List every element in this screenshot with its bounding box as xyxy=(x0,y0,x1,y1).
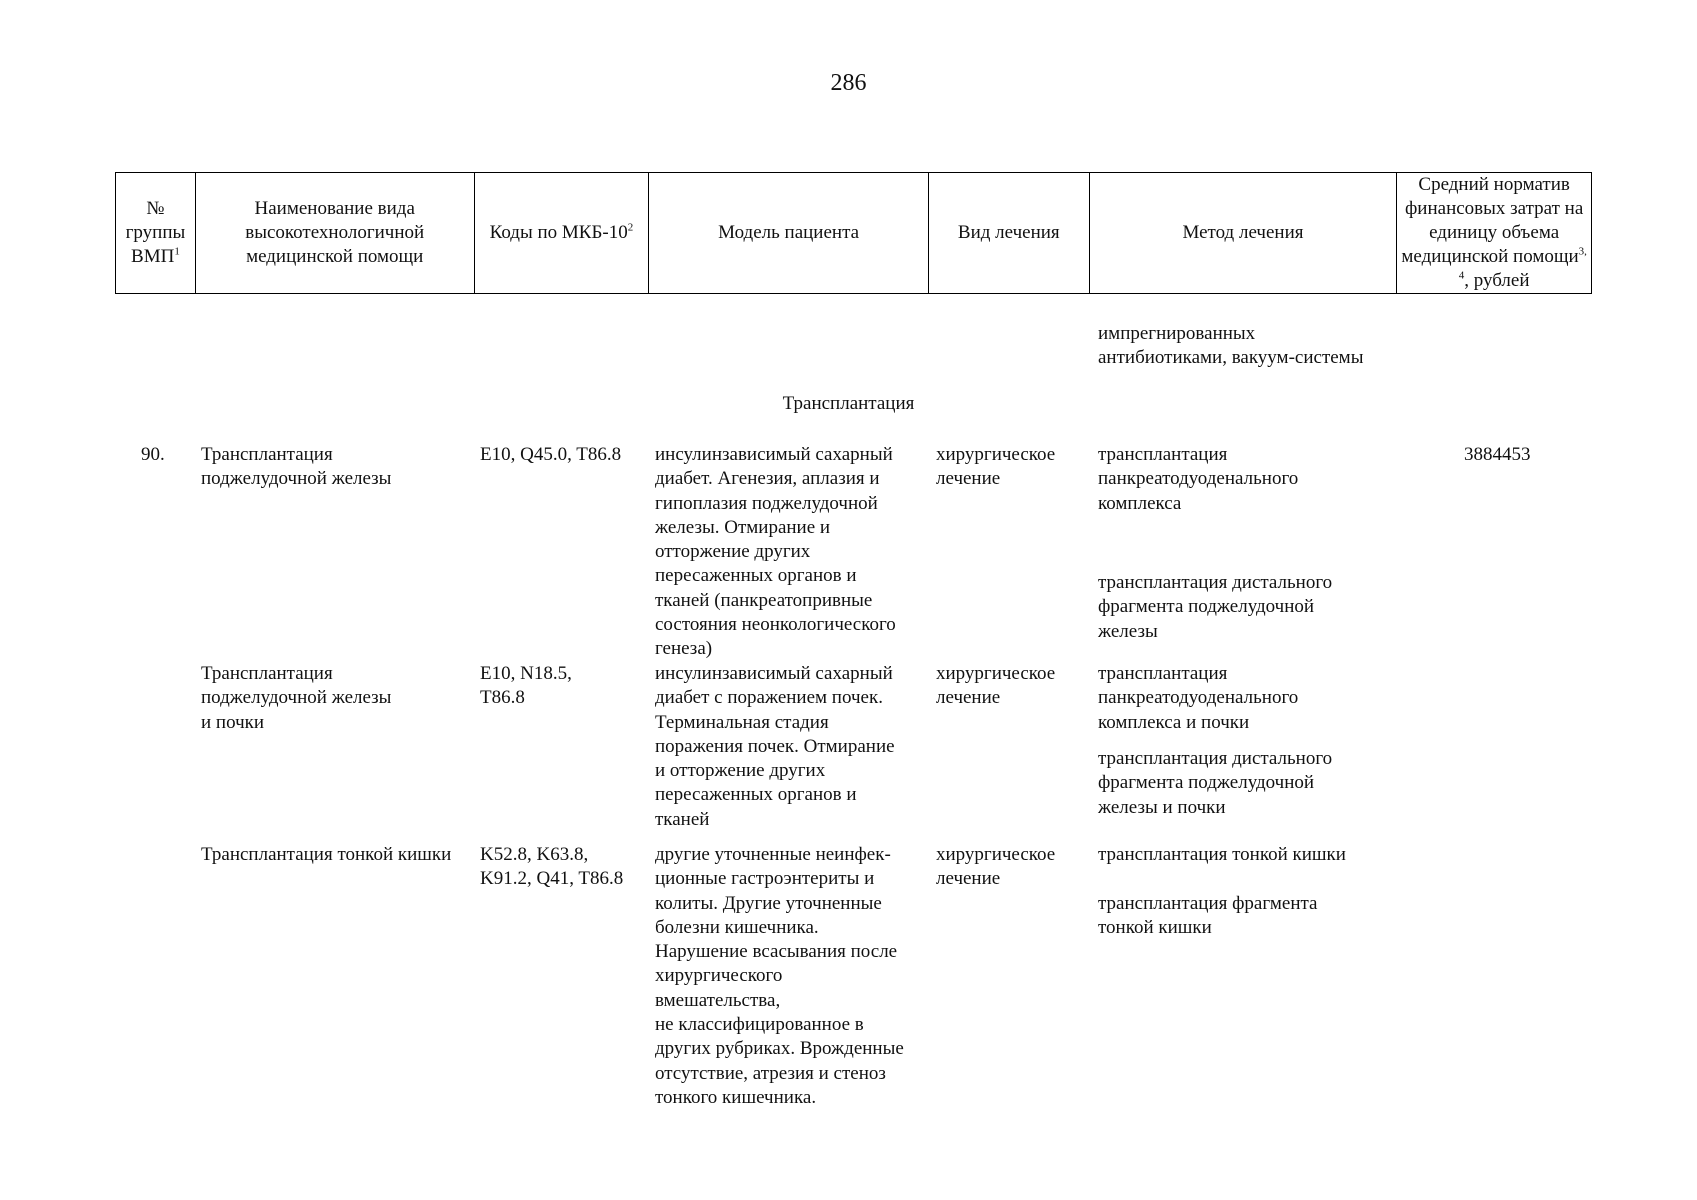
header-col1-line1: № xyxy=(146,198,165,219)
header-treatment-method xyxy=(1090,173,1398,293)
row-icd-codes: K52.8, K63.8, K91.2, Q41, T86.8 xyxy=(480,844,624,890)
header-col7-text: Средний норматив финансовых затрат на единицу объема медицинской помощи xyxy=(1401,174,1584,267)
header-col6-text: Метод лечения xyxy=(1182,222,1304,243)
header-group-number xyxy=(116,173,196,293)
header-col7-tail: , рублей xyxy=(1464,270,1530,291)
row-method-1: трансплантация панкреатодуоденального комплекса и почки xyxy=(1098,663,1299,733)
header-treatment-type xyxy=(929,173,1090,293)
row-cost: 3884453 xyxy=(1464,444,1531,465)
page-number: 286 xyxy=(830,70,867,96)
row-treatment-type: хирургическое лечение xyxy=(936,444,1056,490)
header-cost-standard xyxy=(1397,173,1591,293)
row-care-name: Трансплантация поджелудочной железы xyxy=(201,444,392,490)
header-col3-footnote: 2 xyxy=(627,221,634,234)
header-col2-text: Наименование вида высокотехнологичной медицинской помощи xyxy=(245,198,425,267)
row-method-1: трансплантация тонкой кишки xyxy=(1098,844,1346,865)
row-icd-codes: E10, N18.5, T86.8 xyxy=(480,663,572,709)
row-method-2: трансплантация дистального фрагмента поджелудочной железы xyxy=(1098,572,1333,642)
table-header xyxy=(115,172,1592,294)
row-patient-model: инсулинзависимый сахарный диабет. Агенезия, аплазия и гипоплазия поджелудочной железы. Отмирание и отторжение других пересаженных органов и тканей (панкреатопривные состояния неонкологического генеза) xyxy=(655,444,896,660)
header-col1-footnote: 1 xyxy=(174,245,180,258)
header-col1-line2: группы xyxy=(125,222,186,243)
header-col4-text: Модель пациента xyxy=(718,222,860,243)
header-icd-codes xyxy=(475,173,650,293)
row-patient-model: инсулинзависимый сахарный диабет с поражением почек. Терминальная стадия поражения почек. Отмирание и отторжение других пересаженных органов и тканей xyxy=(655,663,895,830)
row-method-2: трансплантация фрагмента тонкой кишки xyxy=(1098,893,1318,939)
header-col3-text: Коды по МКБ-10 xyxy=(489,222,628,243)
row-care-name: Трансплантация тонкой кишки xyxy=(201,844,452,865)
section-title: Трансплантация xyxy=(782,393,915,414)
row-patient-model: другие уточненные неинфек- ционные гастроэнтериты и колиты. Другие уточненные болезни кишечника. Нарушение всасывания после хирургического вмешательства, не классифицированное в других рубриках. Врожденные отсутствие, атрезия и стеноз тонкого кишечника. xyxy=(655,844,904,1108)
header-patient-model xyxy=(649,173,929,293)
row-method-2: трансплантация дистального фрагмента поджелудочной железы и почки xyxy=(1098,748,1333,818)
header-care-name xyxy=(196,173,475,293)
row-number: 90. xyxy=(141,444,165,465)
row-method-1: трансплантация панкреатодуоденального комплекса xyxy=(1098,444,1299,514)
row-treatment-type: хирургическое лечение xyxy=(936,844,1056,890)
row-care-name: Трансплантация поджелудочной железы и почки xyxy=(201,663,392,733)
header-col7-footnote: 3, 4 xyxy=(1458,245,1587,282)
row-treatment-type: хирургическое лечение xyxy=(936,663,1056,709)
row-icd-codes: E10, Q45.0, T86.8 xyxy=(480,444,622,465)
header-col5-text: Вид лечения xyxy=(957,222,1060,243)
continued-method-text: импрегнированных антибиотиками, вакуум-системы xyxy=(1098,323,1364,369)
header-col1-line3: ВМП xyxy=(131,246,175,267)
